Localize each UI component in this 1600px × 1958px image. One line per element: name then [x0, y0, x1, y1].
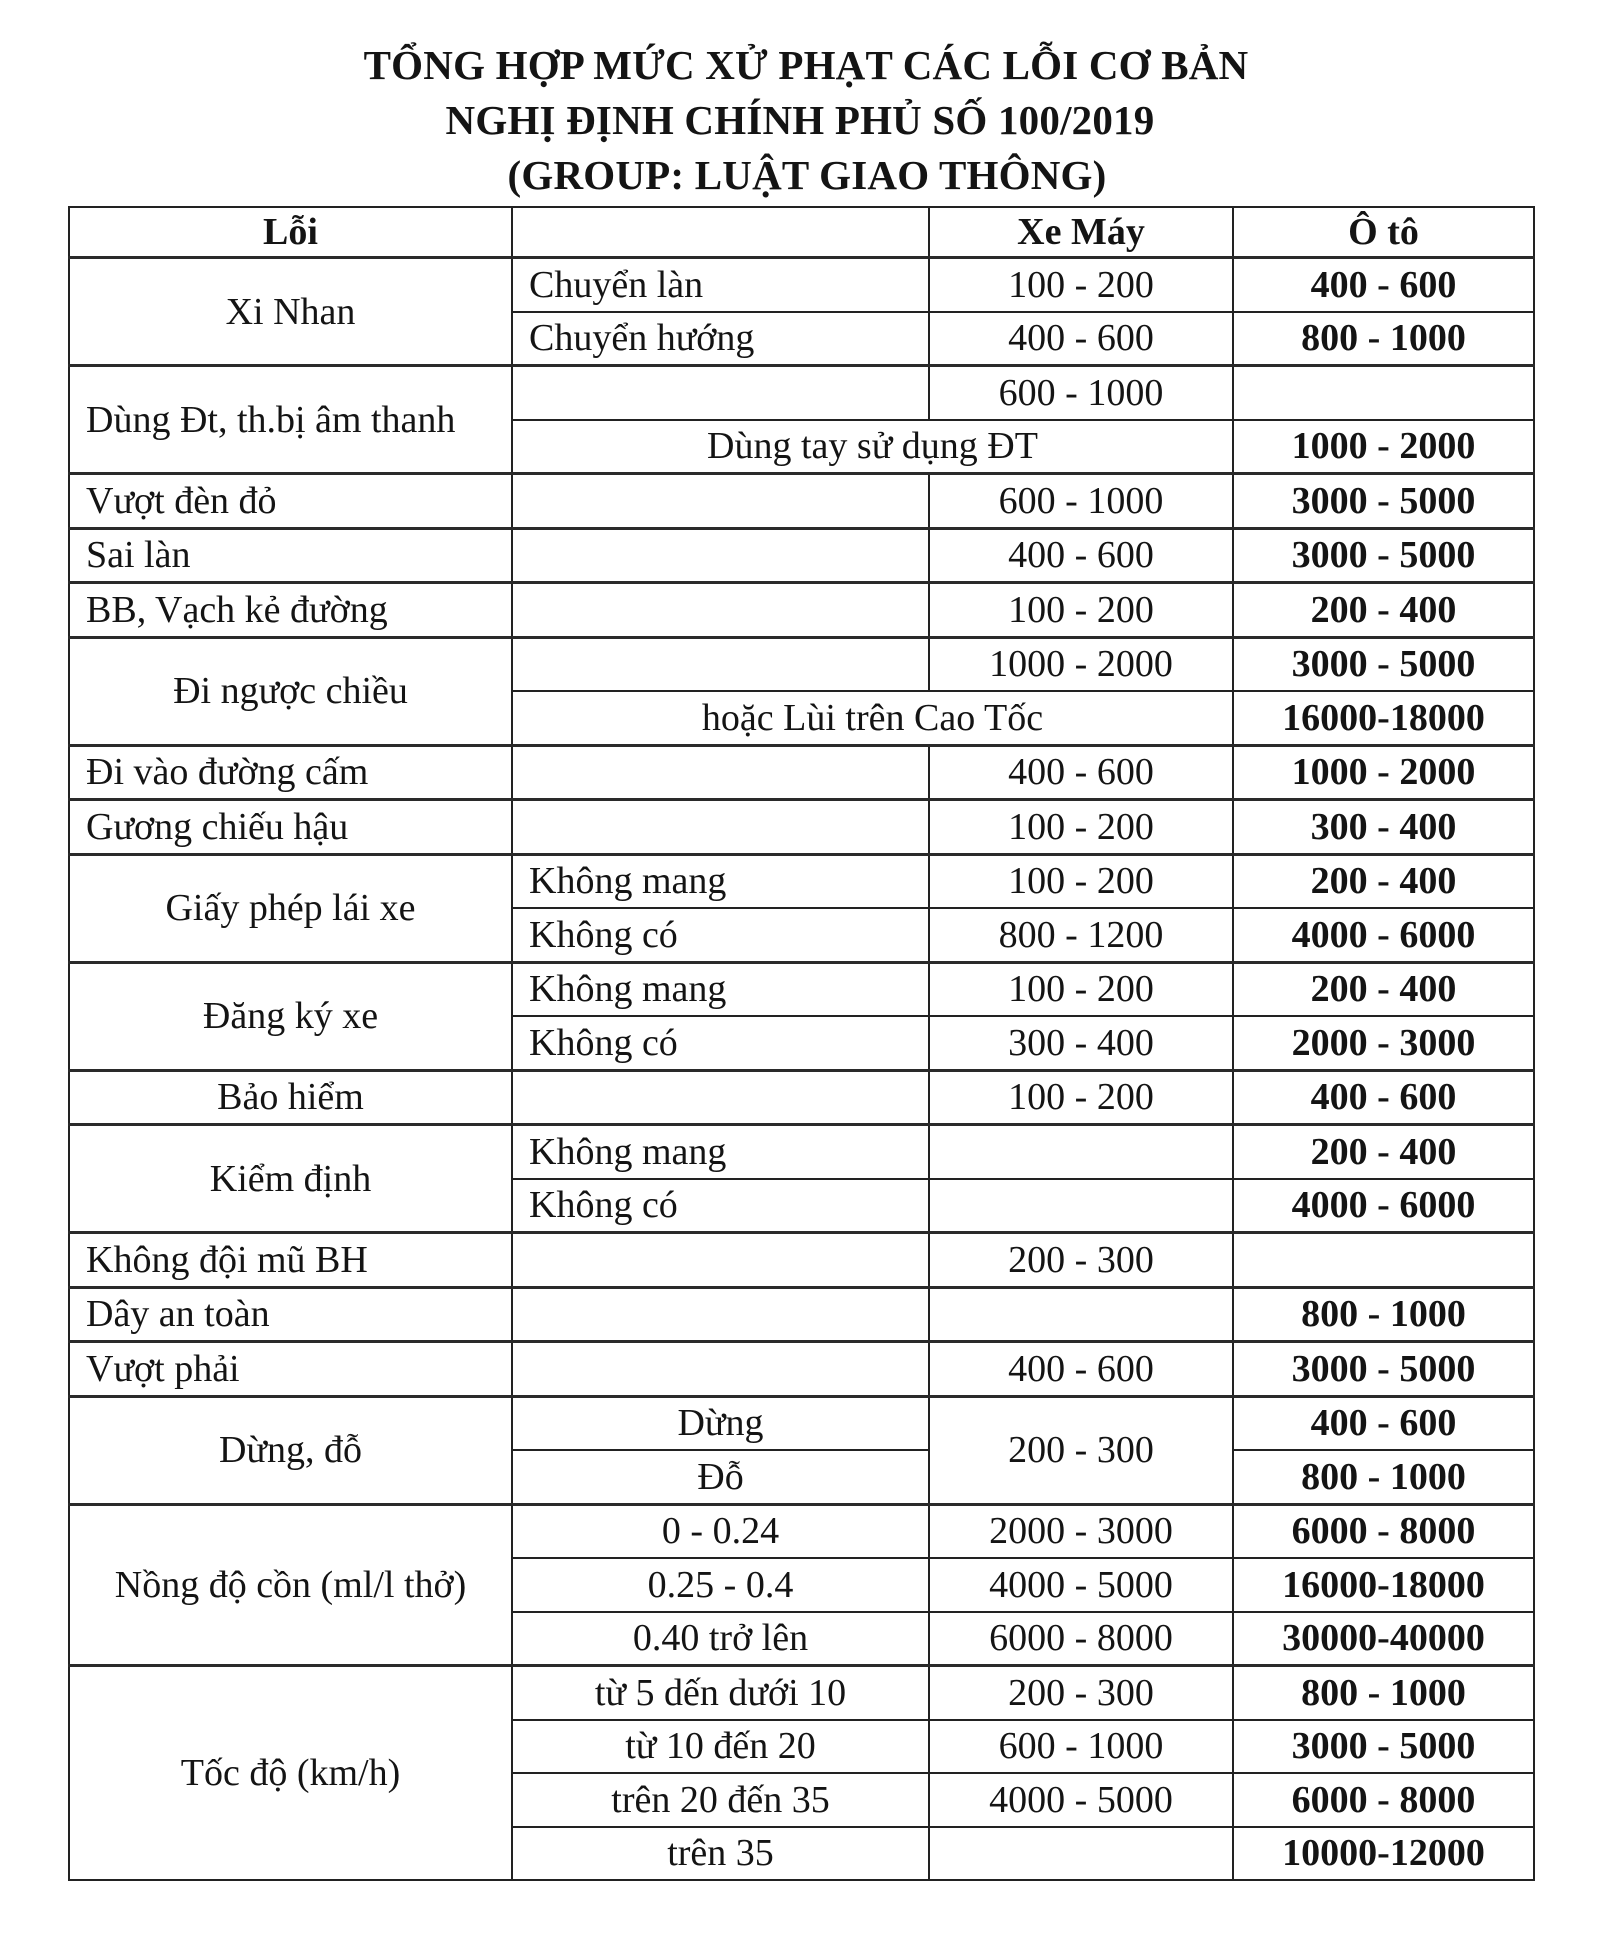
car-fine [1233, 366, 1534, 420]
table-row [69, 962, 1534, 1016]
detail-cell [512, 1287, 929, 1342]
motorbike-fine: 100 - 200 [929, 962, 1233, 1016]
violation-cell: Đi vào đường cấm [69, 745, 512, 800]
table-row [69, 1287, 1534, 1342]
car-fine: 800 - 1000 [1233, 312, 1534, 366]
violation-cell: Gương chiếu hậu [69, 800, 512, 855]
motorbike-fine: 600 - 1000 [929, 366, 1233, 420]
table-row [69, 854, 1534, 908]
table-header-row [69, 207, 1534, 258]
detail-cell: Không mang [512, 1125, 929, 1179]
motorbike-fine [929, 1287, 1233, 1342]
car-fine: 400 - 600 [1233, 1396, 1534, 1450]
car-fine: 16000-18000 [1233, 1558, 1534, 1612]
car-fine: 3000 - 5000 [1233, 474, 1534, 529]
detail-merged-cell: Dùng tay sử dụng ĐT [512, 420, 1233, 474]
detail-cell: Dừng [512, 1396, 929, 1450]
table-row [69, 1342, 1534, 1397]
motorbike-fine: 400 - 600 [929, 528, 1233, 583]
car-fine: 200 - 400 [1233, 1125, 1534, 1179]
motorbike-fine: 4000 - 5000 [929, 1773, 1233, 1827]
detail-cell: 0.40 trở lên [512, 1612, 929, 1666]
motorbike-fine: 200 - 300 [929, 1666, 1233, 1720]
header-car: Ô tô [1233, 207, 1534, 258]
violation-cell: Dùng Đt, th.bị âm thanh [69, 366, 512, 474]
detail-merged-cell: hoặc Lùi trên Cao Tốc [512, 691, 1233, 745]
motorbike-fine: 1000 - 2000 [929, 637, 1233, 691]
detail-cell [512, 583, 929, 638]
detail-cell: Đỗ [512, 1450, 929, 1504]
table-row [69, 1070, 1534, 1125]
motorbike-fine-merged: 200 - 300 [929, 1396, 1233, 1504]
header-motorbike: Xe Máy [929, 207, 1233, 258]
car-fine: 4000 - 6000 [1233, 1179, 1534, 1233]
detail-cell: Không mang [512, 854, 929, 908]
header-detail [512, 207, 929, 258]
motorbike-fine: 100 - 200 [929, 258, 1233, 312]
car-fine: 2000 - 3000 [1233, 1016, 1534, 1070]
fines-table [68, 206, 1535, 1881]
motorbike-fine [929, 1179, 1233, 1233]
violation-cell: Bảo hiểm [69, 1070, 512, 1125]
table-row [69, 583, 1534, 638]
detail-cell [512, 800, 929, 855]
table-row [69, 366, 1534, 420]
detail-cell [512, 745, 929, 800]
detail-cell: Không có [512, 1016, 929, 1070]
detail-cell [512, 637, 929, 691]
car-fine: 300 - 400 [1233, 800, 1534, 855]
detail-cell [512, 474, 929, 529]
table-row [69, 1233, 1534, 1288]
motorbike-fine: 4000 - 5000 [929, 1558, 1233, 1612]
motorbike-fine: 300 - 400 [929, 1016, 1233, 1070]
violation-cell: Sai làn [69, 528, 512, 583]
violation-cell: BB, Vạch kẻ đường [69, 583, 512, 638]
car-fine: 1000 - 2000 [1233, 745, 1534, 800]
detail-cell: trên 35 [512, 1827, 929, 1881]
car-fine: 4000 - 6000 [1233, 908, 1534, 962]
car-fine: 30000-40000 [1233, 1612, 1534, 1666]
table-row [69, 800, 1534, 855]
title-line-3: (GROUP: LUẬT GIAO THÔNG) [507, 152, 1107, 198]
detail-cell: từ 5 dến dưới 10 [512, 1666, 929, 1720]
detail-cell [512, 1233, 929, 1288]
detail-cell: Không có [512, 1179, 929, 1233]
car-fine: 1000 - 2000 [1233, 420, 1534, 474]
violation-cell: Nồng độ cồn (ml/l thở) [69, 1504, 512, 1666]
header-violation: Lỗi [69, 207, 512, 258]
car-fine: 6000 - 8000 [1233, 1504, 1534, 1558]
detail-cell: trên 20 đến 35 [512, 1773, 929, 1827]
violation-cell: Vượt phải [69, 1342, 512, 1397]
detail-cell: Chuyển làn [512, 258, 929, 312]
detail-cell: Chuyển hướng [512, 312, 929, 366]
car-fine: 200 - 400 [1233, 854, 1534, 908]
car-fine: 3000 - 5000 [1233, 1720, 1534, 1774]
detail-cell: Không có [512, 908, 929, 962]
car-fine: 800 - 1000 [1233, 1287, 1534, 1342]
car-fine: 3000 - 5000 [1233, 1342, 1534, 1397]
car-fine: 400 - 600 [1233, 1070, 1534, 1125]
motorbike-fine: 800 - 1200 [929, 908, 1233, 962]
car-fine: 10000-12000 [1233, 1827, 1534, 1881]
violation-cell: Đăng ký xe [69, 962, 512, 1070]
car-fine: 200 - 400 [1233, 583, 1534, 638]
violation-cell: Đi ngược chiều [69, 637, 512, 745]
motorbike-fine: 6000 - 8000 [929, 1612, 1233, 1666]
car-fine: 3000 - 5000 [1233, 637, 1534, 691]
violation-cell: Dây an toàn [69, 1287, 512, 1342]
motorbike-fine: 600 - 1000 [929, 1720, 1233, 1774]
violation-cell: Không đội mũ BH [69, 1233, 512, 1288]
car-fine: 3000 - 5000 [1233, 528, 1534, 583]
table-row [69, 1666, 1534, 1720]
car-fine: 16000-18000 [1233, 691, 1534, 745]
car-fine: 6000 - 8000 [1233, 1773, 1534, 1827]
document-title [0, 38, 1600, 203]
table-row [69, 1396, 1534, 1450]
detail-cell: 0.25 - 0.4 [512, 1558, 929, 1612]
table-row [69, 745, 1534, 800]
table-row [69, 1504, 1534, 1558]
title-line-2: NGHỊ ĐỊNH CHÍNH PHỦ SỐ 100/2019 [445, 97, 1155, 143]
table-row [69, 1125, 1534, 1179]
table-row [69, 637, 1534, 691]
motorbike-fine [929, 1125, 1233, 1179]
table-row [69, 474, 1534, 529]
violation-cell: Giấy phép lái xe [69, 854, 512, 962]
detail-cell [512, 1070, 929, 1125]
title-line-1: TỔNG HỢP MỨC XỬ PHẠT CÁC LỖI CƠ BẢN [363, 42, 1249, 88]
detail-cell: 0 - 0.24 [512, 1504, 929, 1558]
violation-cell: Kiểm định [69, 1125, 512, 1233]
motorbike-fine: 2000 - 3000 [929, 1504, 1233, 1558]
detail-cell [512, 1342, 929, 1397]
motorbike-fine: 100 - 200 [929, 1070, 1233, 1125]
motorbike-fine: 400 - 600 [929, 1342, 1233, 1397]
violation-cell: Xi Nhan [69, 258, 512, 366]
motorbike-fine [929, 1827, 1233, 1881]
car-fine: 800 - 1000 [1233, 1450, 1534, 1504]
violation-cell: Tốc độ (km/h) [69, 1666, 512, 1881]
violation-cell: Vượt đèn đỏ [69, 474, 512, 529]
car-fine [1233, 1233, 1534, 1288]
detail-cell: Không mang [512, 962, 929, 1016]
car-fine: 200 - 400 [1233, 962, 1534, 1016]
motorbike-fine: 400 - 600 [929, 745, 1233, 800]
motorbike-fine: 100 - 200 [929, 854, 1233, 908]
motorbike-fine: 400 - 600 [929, 312, 1233, 366]
table-row [69, 528, 1534, 583]
table-row [69, 258, 1534, 312]
detail-cell: từ 10 đến 20 [512, 1720, 929, 1774]
detail-cell [512, 528, 929, 583]
motorbike-fine: 100 - 200 [929, 583, 1233, 638]
motorbike-fine: 100 - 200 [929, 800, 1233, 855]
detail-cell [512, 366, 929, 420]
motorbike-fine: 600 - 1000 [929, 474, 1233, 529]
car-fine: 400 - 600 [1233, 258, 1534, 312]
violation-cell: Dừng, đỗ [69, 1396, 512, 1504]
car-fine: 800 - 1000 [1233, 1666, 1534, 1720]
motorbike-fine: 200 - 300 [929, 1233, 1233, 1288]
